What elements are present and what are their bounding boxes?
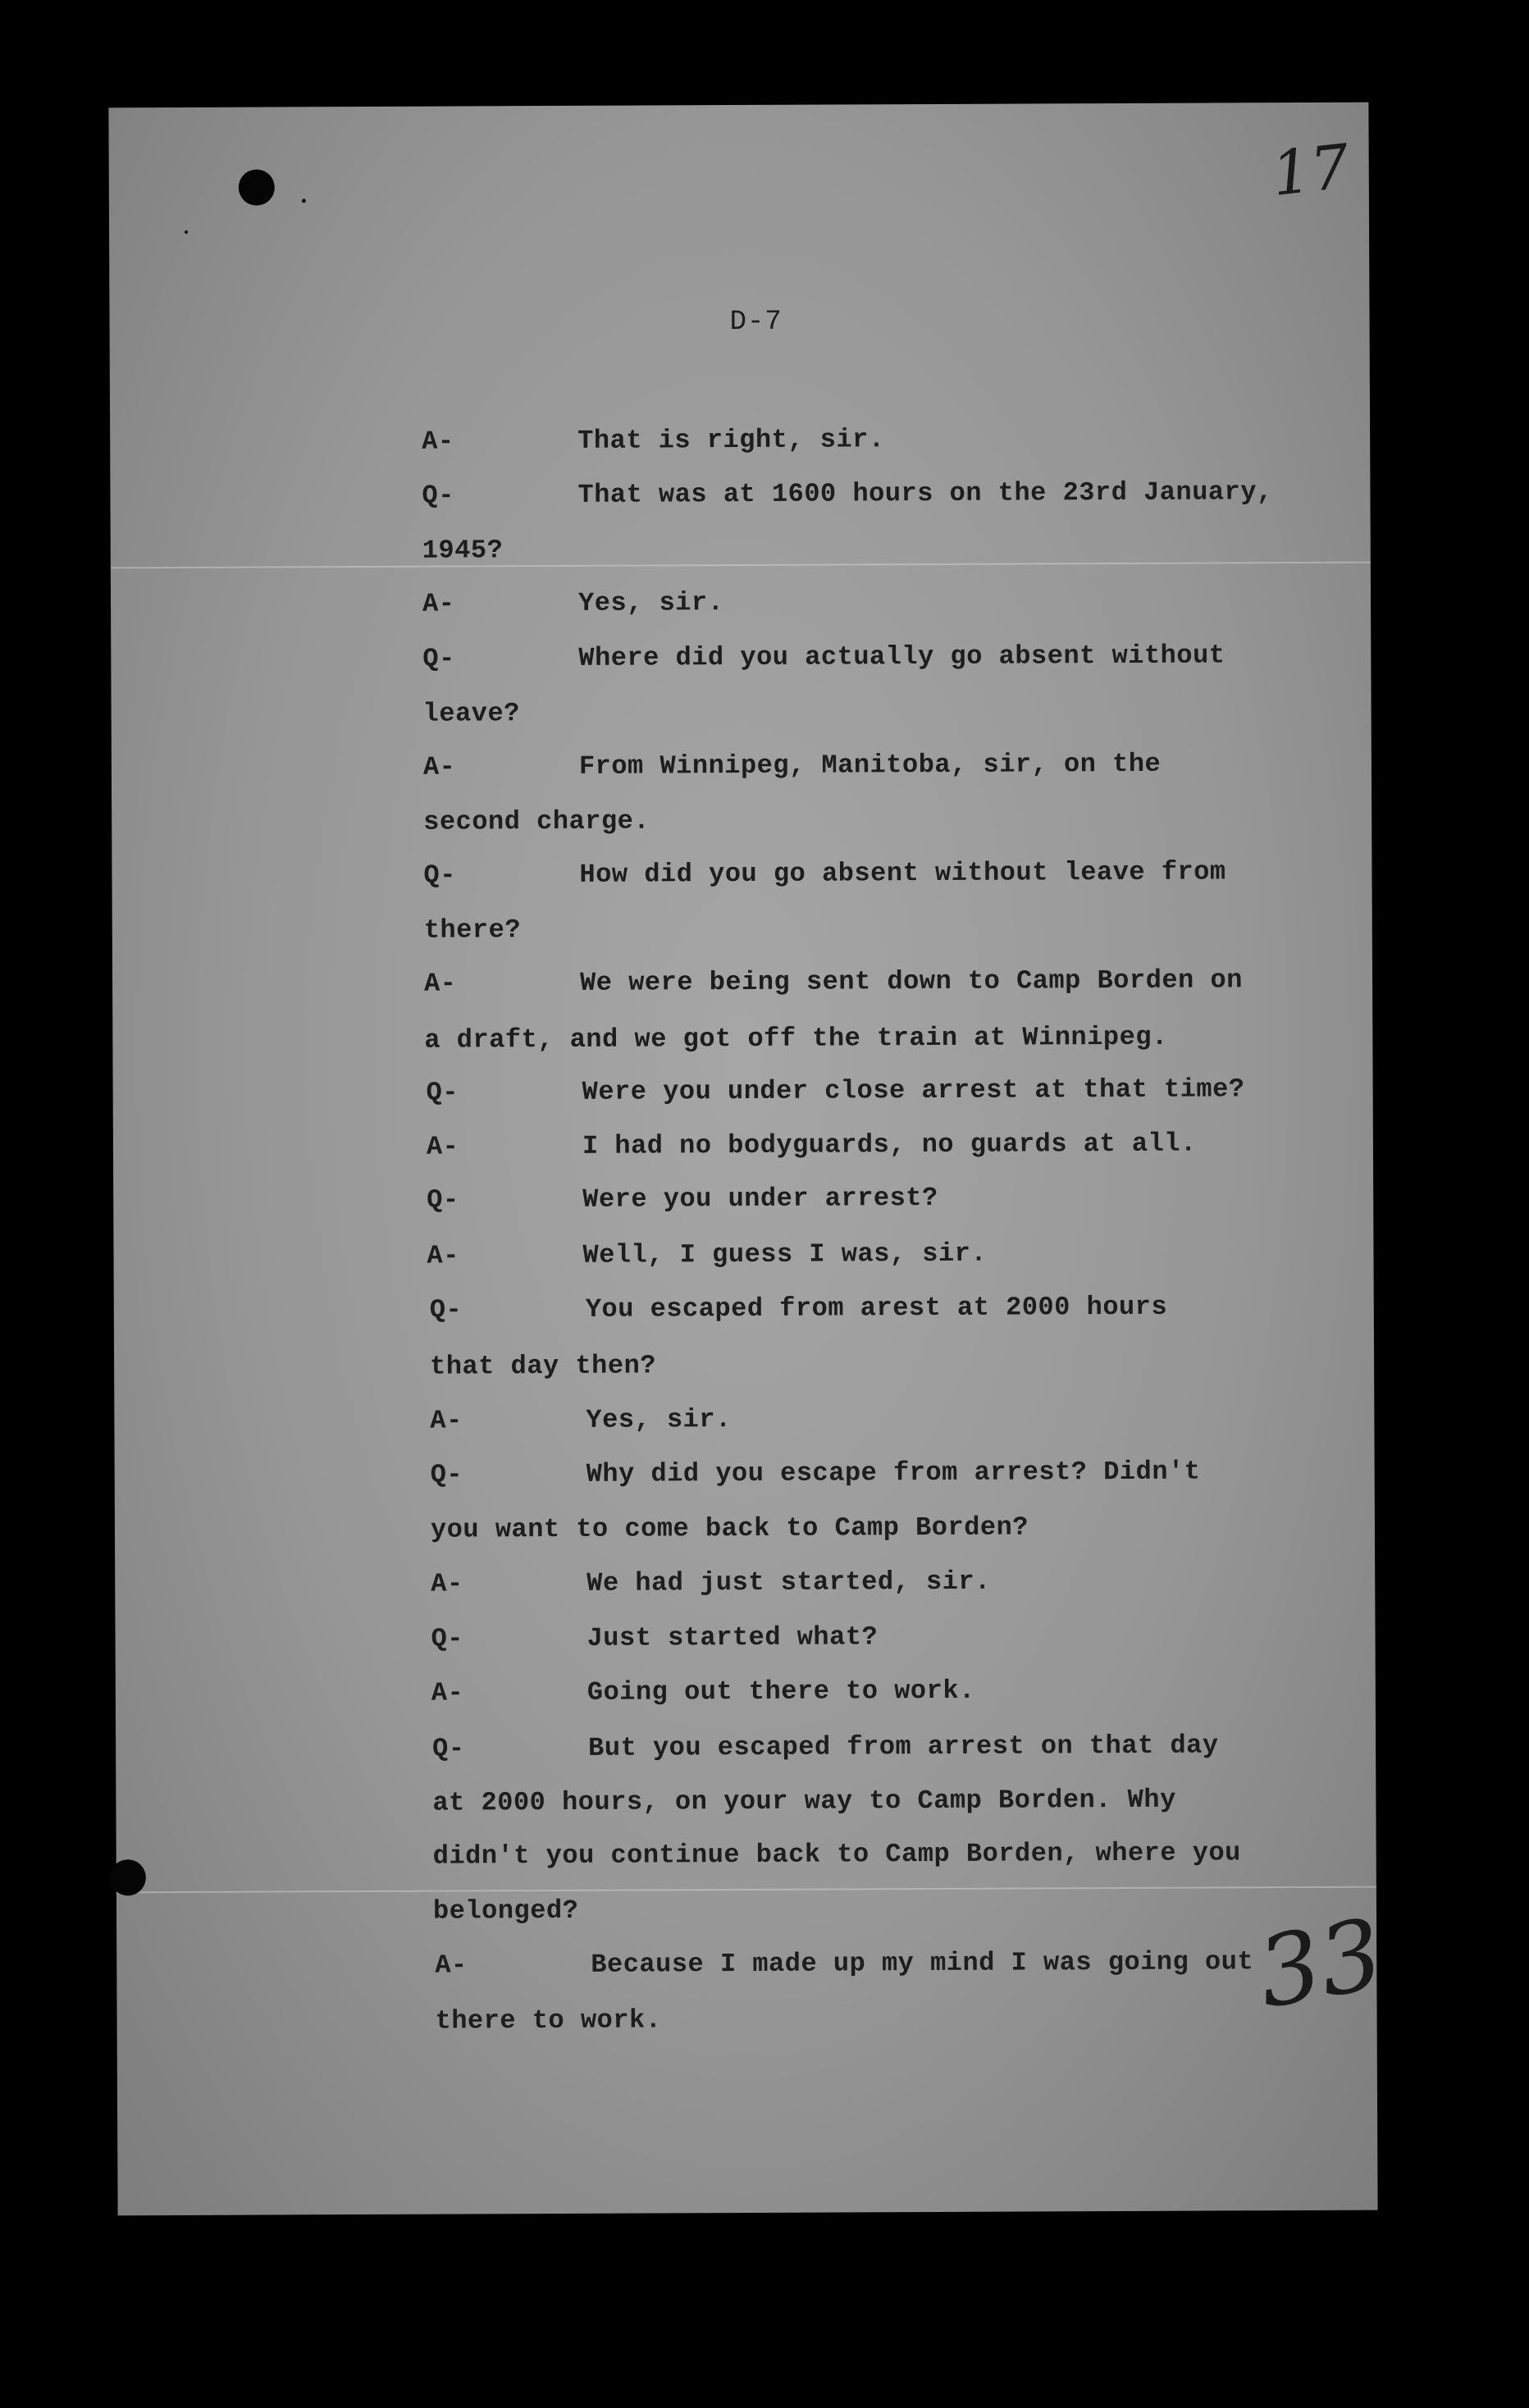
line-text: 1945?: [422, 535, 504, 566]
speaker-marker: A-: [435, 1950, 468, 1981]
line-text: Yes, sir.: [586, 1404, 732, 1435]
line-text: You escaped from arest at 2000 hours: [585, 1291, 1168, 1325]
speaker-marker: A-: [422, 588, 455, 619]
line-text: Just started what?: [586, 1621, 879, 1653]
line-text: second charge.: [423, 805, 650, 837]
interrogation-transcript: [108, 103, 1377, 2216]
speaker-marker: A-: [431, 1677, 464, 1708]
line-text: Because I made up my mind I was going out: [591, 1946, 1254, 1980]
line-text: at 2000 hours, on your way to Camp Borden. Why: [432, 1784, 1176, 1818]
speaker-marker: Q-: [423, 860, 456, 891]
speaker-marker: A-: [426, 1131, 459, 1162]
document-page: [108, 103, 1391, 2216]
line-text: didn't you continue back to Camp Borden, where you: [432, 1837, 1241, 1872]
line-text: that day then?: [430, 1350, 657, 1382]
speaker-marker: Q-: [427, 1184, 459, 1215]
line-text: But you escaped from arrest on that day: [588, 1730, 1219, 1763]
line-text: I had no bodyguards, no guards at all.: [582, 1128, 1197, 1161]
line-text: Going out there to work.: [586, 1675, 975, 1708]
line-text: That was at 1600 hours on the 23rd January,: [577, 477, 1273, 510]
speaker-marker: Q-: [431, 1623, 464, 1654]
speaker-marker: A-: [422, 426, 454, 457]
speaker-marker: Q-: [422, 643, 455, 674]
corner-annotation: 17: [1268, 131, 1353, 210]
line-text: leave?: [422, 698, 520, 729]
line-text: From Winnipeg, Manitoba, sir, on the: [578, 748, 1162, 782]
handwritten-page-number: 33: [1249, 1896, 1391, 2031]
speaker-marker: Q-: [422, 480, 454, 511]
speaker-marker: A-: [422, 751, 456, 782]
speaker-marker: A-: [430, 1405, 463, 1436]
line-text: Where did you actually go absent without: [578, 640, 1225, 673]
line-text: a draft, and we got off the train at Winnipeg.: [424, 1021, 1168, 1056]
speaker-marker: A-: [431, 1568, 463, 1599]
line-text: Why did you escape from arrest? Didn't: [586, 1456, 1201, 1489]
line-text: belonged?: [432, 1895, 579, 1927]
line-text: How did you go absent without leave from: [579, 856, 1226, 890]
line-text: That is right, sir.: [577, 424, 885, 456]
line-text: We were being sent down to Camp Borden on: [579, 965, 1243, 998]
speaker-marker: Q-: [432, 1733, 465, 1764]
speaker-marker: A-: [427, 1240, 459, 1271]
speaker-marker: Q-: [429, 1294, 463, 1325]
speaker-marker: Q-: [426, 1077, 459, 1108]
line-text: Well, I guess I was, sir.: [582, 1238, 988, 1270]
line-text: there to work.: [435, 2004, 662, 2036]
line-text: Were you under close arrest at that time?: [582, 1074, 1245, 1107]
line-text: We had just started, sir.: [586, 1566, 991, 1598]
speaker-marker: A-: [423, 968, 457, 999]
line-text: there?: [423, 914, 522, 946]
line-text: you want to come back to Camp Borden?: [430, 1512, 1029, 1545]
line-text: Were you under arrest?: [582, 1182, 938, 1215]
line-text: Yes, sir.: [577, 587, 724, 618]
page-label: D-7: [729, 306, 783, 339]
speaker-marker: Q-: [430, 1459, 463, 1490]
